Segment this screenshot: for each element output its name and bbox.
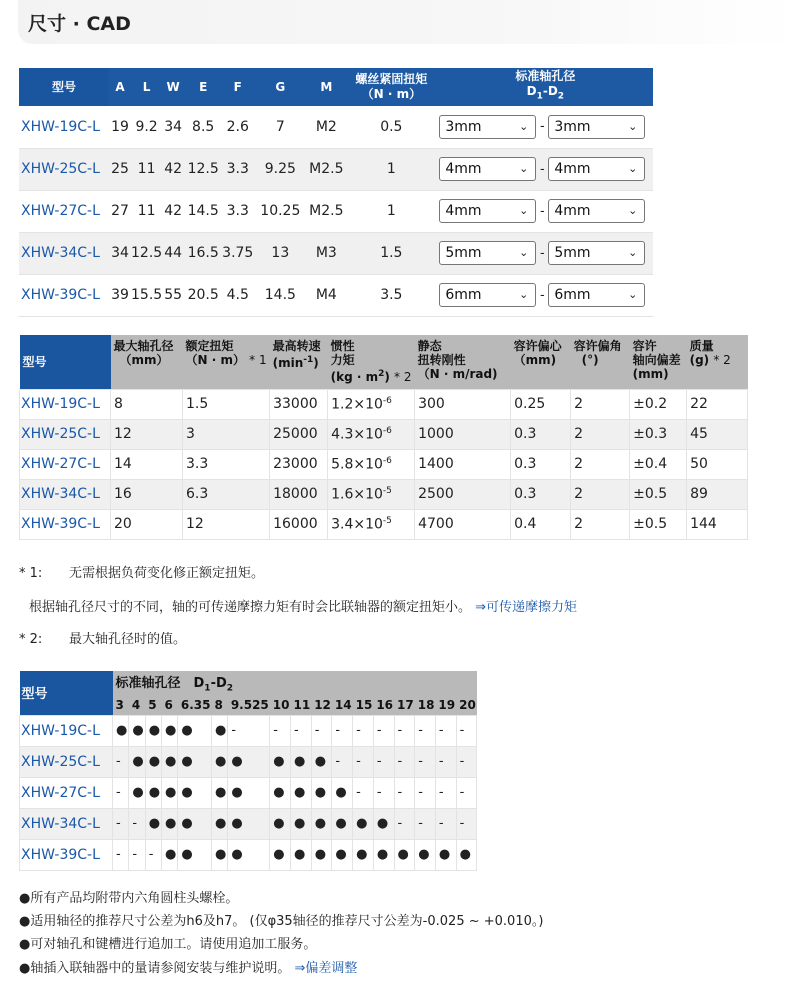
availability-cell: - <box>456 746 477 777</box>
table-row <box>20 746 477 777</box>
availability-cell: ● <box>311 746 332 777</box>
col-header-max-speed: 最高转速 $(\min^{-1})$ <box>270 335 328 389</box>
col-header-size: 5 <box>145 695 161 715</box>
table-row <box>20 715 477 746</box>
cell-a: 27 <box>109 190 131 232</box>
availability-cell: ● <box>394 839 415 870</box>
cell-e: 14.5 <box>184 190 222 232</box>
availability-cell: - <box>228 715 270 746</box>
cell-g: 13 <box>253 232 307 274</box>
table-row <box>20 509 748 539</box>
cell-rated-torque: 12 <box>183 509 270 539</box>
col-header-size: 16 <box>373 695 394 715</box>
model-cell: XHW-34C-L <box>20 479 111 509</box>
d1-select[interactable]: 3mm ⌄ <box>439 115 536 139</box>
col-header-size: 17 <box>394 695 415 715</box>
shaft-header-line2: $D_1-D_2$ <box>526 84 565 102</box>
cell-torque: 0.5 <box>345 106 437 148</box>
availability-cell: - <box>113 839 129 870</box>
availability-cell: ● <box>129 715 145 746</box>
availability-cell: ● <box>332 777 353 808</box>
chevron-down-icon: ⌄ <box>628 204 638 217</box>
model-cell: XHW-19C-L <box>20 715 113 746</box>
cell-g: 10.25 <box>253 190 307 232</box>
cell-mass: 50 <box>687 449 748 479</box>
cell-angular: 2 <box>571 449 630 479</box>
availability-cell: - <box>332 746 353 777</box>
availability-cell: ● <box>270 746 291 777</box>
footnote-1-mark: * 1: <box>19 566 43 581</box>
cell-max-speed: 33000 <box>270 389 328 419</box>
availability-cell: - <box>353 746 374 777</box>
cell-f: 4.5 <box>222 274 253 316</box>
d1-select[interactable]: 4mm ⌄ <box>439 157 536 181</box>
col-header-inertia: 惯性 力矩 $(kg \cdot m^2) * 2$ <box>328 335 415 389</box>
d2-select[interactable]: 3mm ⌄ <box>548 115 645 139</box>
availability-cell: ● <box>162 839 178 870</box>
col-header-model: 型号 <box>19 68 109 106</box>
availability-cell: - <box>456 808 477 839</box>
col-header-size: 6.35 <box>178 695 212 715</box>
footnote-1-text: 无需根据负荷变化修正额定扭矩。 <box>69 566 265 581</box>
availability-cell: - <box>394 808 415 839</box>
model-cell: XHW-39C-L <box>19 274 109 316</box>
cell-max-bore: 8 <box>111 389 183 419</box>
availability-cell: ● <box>162 777 178 808</box>
col-header-size: 20 <box>456 695 477 715</box>
availability-cell: ● <box>113 715 129 746</box>
cell-l: 9.2 <box>131 106 162 148</box>
d2-select[interactable]: 4mm ⌄ <box>548 199 645 223</box>
cell-a: 25 <box>109 148 131 190</box>
availability-cell: ● <box>270 839 291 870</box>
col-header-parallel-misalignment: 容许偏心 （mm) <box>511 335 571 389</box>
availability-cell: - <box>415 715 436 746</box>
d1-select[interactable]: 4mm ⌄ <box>439 199 536 223</box>
availability-cell: ● <box>211 808 227 839</box>
chevron-down-icon: ⌄ <box>519 162 529 175</box>
footnote-2-mark: * 2: <box>19 632 43 647</box>
availability-cell: - <box>394 746 415 777</box>
cell-parallel: 0.4 <box>511 509 571 539</box>
footnote-2 <box>19 628 186 647</box>
availability-cell: ● <box>311 777 332 808</box>
bore-separator: - <box>539 245 545 261</box>
cell-inertia: $3.4\times 10^{-5}$ <box>328 509 415 539</box>
footnote-ref-1: * 1 <box>249 353 267 367</box>
cell-f: 3.3 <box>222 190 253 232</box>
col-header-F: F <box>222 68 253 106</box>
availability-cell: ● <box>129 777 145 808</box>
availability-cell: ● <box>162 808 178 839</box>
cell-stiffness: 1000 <box>415 419 511 449</box>
model-cell: XHW-25C-L <box>20 746 113 777</box>
availability-cell: - <box>311 715 332 746</box>
cell-inertia: $1.6\times 10^{-5}$ <box>328 479 415 509</box>
cell-inertia: $5.8\times 10^{-6}$ <box>328 449 415 479</box>
table-row <box>20 777 477 808</box>
availability-cell: ● <box>145 777 161 808</box>
cell-parallel: 0.3 <box>511 479 571 509</box>
cell-max-bore: 20 <box>111 509 183 539</box>
cell-stiffness: 1400 <box>415 449 511 479</box>
cell-max-speed: 25000 <box>270 419 328 449</box>
availability-cell: ● <box>270 808 291 839</box>
col-header-axial-misalignment: 容许 轴向偏差 (mm) <box>630 335 687 389</box>
footnote-insertion: ●轴插入联轴器中的量请参阅安装与维护说明。 ⇒偏差调整 <box>19 961 358 976</box>
availability-cell: ● <box>178 746 212 777</box>
availability-cell: - <box>394 777 415 808</box>
cell-mass: 45 <box>687 419 748 449</box>
model-cell: XHW-34C-L <box>19 232 109 274</box>
availability-cell: ● <box>129 746 145 777</box>
footnote-2-text: 最大轴孔径时的值。 <box>69 632 187 647</box>
model-cell: XHW-39C-L <box>20 509 111 539</box>
availability-cell: - <box>291 715 312 746</box>
availability-cell: - <box>456 777 477 808</box>
availability-cell: ● <box>228 777 270 808</box>
table-row <box>19 274 653 316</box>
availability-cell: ● <box>211 746 227 777</box>
cell-e: 20.5 <box>184 274 222 316</box>
availability-cell: ● <box>211 777 227 808</box>
cell-max-speed: 18000 <box>270 479 328 509</box>
cell-torque: 1 <box>345 148 437 190</box>
cell-l: 12.5 <box>131 232 162 274</box>
cell-e: 16.5 <box>184 232 222 274</box>
availability-cell: - <box>456 715 477 746</box>
cell-a: 34 <box>109 232 131 274</box>
col-header-rated-torque: 额定扭矩 （N · m） * 1 <box>183 335 270 389</box>
col-header-torque <box>345 68 437 106</box>
model-cell: XHW-34C-L <box>20 808 113 839</box>
availability-cell: - <box>270 715 291 746</box>
col-header-A: A <box>109 68 131 106</box>
availability-cell: - <box>113 777 129 808</box>
availability-cell: - <box>394 715 415 746</box>
availability-cell: ● <box>373 839 394 870</box>
d1-select[interactable]: 6mm ⌄ <box>439 283 536 307</box>
table-row <box>19 148 653 190</box>
availability-cell: - <box>435 746 456 777</box>
availability-cell: ● <box>228 839 270 870</box>
footnote-ref-2: * 2 <box>394 370 412 384</box>
cell-angular: 2 <box>571 479 630 509</box>
cell-m: M2 <box>307 106 345 148</box>
col-header-size: 6 <box>162 695 178 715</box>
cell-max-bore: 14 <box>111 449 183 479</box>
transmittable-torque-link[interactable]: ⇒可传递摩擦力矩 <box>475 600 578 615</box>
cell-rated-torque: 3 <box>183 419 270 449</box>
shaft-header-line1: 标准轴孔径 <box>515 69 576 84</box>
availability-cell: ● <box>291 746 312 777</box>
table-row <box>20 449 748 479</box>
col-header-size: 4 <box>129 695 145 715</box>
availability-cell: - <box>435 808 456 839</box>
cell-a: 39 <box>109 274 131 316</box>
bore-separator: - <box>539 287 545 303</box>
chevron-down-icon: ⌄ <box>628 119 638 133</box>
shaft-bore-cell <box>437 148 653 190</box>
availability-cell: ● <box>178 777 212 808</box>
availability-cell: - <box>415 808 436 839</box>
page-title: 尺寸 · CAD <box>28 13 131 35</box>
availability-cell: ● <box>162 746 178 777</box>
cell-angular: 2 <box>571 419 630 449</box>
model-cell: XHW-27C-L <box>20 777 113 808</box>
bore-availability-table <box>19 671 477 871</box>
cell-angular: 2 <box>571 389 630 419</box>
model-cell: XHW-27C-L <box>20 449 111 479</box>
cell-g: 14.5 <box>253 274 307 316</box>
availability-cell: ● <box>178 808 212 839</box>
col-header-standard-bore: 标准轴孔径 $D_1-D_2$ <box>113 671 477 695</box>
chevron-down-icon: ⌄ <box>519 246 529 259</box>
availability-cell: - <box>435 777 456 808</box>
cell-parallel: 0.3 <box>511 449 571 479</box>
availability-cell: ● <box>145 808 161 839</box>
model-cell: XHW-27C-L <box>19 190 109 232</box>
cell-m: M2.5 <box>307 190 345 232</box>
cell-rated-torque: 3.3 <box>183 449 270 479</box>
footnote-tolerance: ●适用轴径的推荐尺寸公差为h6及h7。 (仅φ35轴径的推荐尺寸公差为-0.025 ~ +0.010。) <box>19 914 544 929</box>
footnote-machining: ●可对轴孔和键槽进行追加工。请使用追加工服务。 <box>19 937 317 952</box>
chevron-down-icon: ⌄ <box>628 246 638 259</box>
col-header-size: 12 <box>311 695 332 715</box>
col-header-L: L <box>131 68 162 106</box>
col-header-model: 型号 <box>20 335 111 389</box>
section-title-bar <box>18 0 800 44</box>
availability-cell: - <box>113 808 129 839</box>
misalignment-adjust-link[interactable]: ⇒偏差调整 <box>294 961 358 976</box>
table-row <box>20 419 748 449</box>
col-header-size: 10 <box>270 695 291 715</box>
chevron-down-icon: ⌄ <box>519 204 529 217</box>
cell-w: 42 <box>162 190 184 232</box>
cell-stiffness: 4700 <box>415 509 511 539</box>
cell-axial: ±0.5 <box>630 509 687 539</box>
col-header-size: 8 <box>211 695 227 715</box>
cell-angular: 2 <box>571 509 630 539</box>
model-cell: XHW-39C-L <box>20 839 113 870</box>
footnote-1 <box>19 562 264 581</box>
availability-cell: ● <box>415 839 436 870</box>
bore-separator: - <box>539 203 545 219</box>
cell-mass: 144 <box>687 509 748 539</box>
availability-cell: - <box>113 746 129 777</box>
shaft-bore-cell <box>437 190 653 232</box>
col-header-size: 9.525 <box>228 695 270 715</box>
availability-cell: - <box>373 777 394 808</box>
footnote-bolts: ●所有产品均附带内六角圆柱头螺栓。 <box>19 891 239 906</box>
d2-select[interactable]: 5mm ⌄ <box>548 241 645 265</box>
cell-axial: ±0.3 <box>630 419 687 449</box>
cell-w: 55 <box>162 274 184 316</box>
table-row <box>20 389 748 419</box>
cell-axial: ±0.2 <box>630 389 687 419</box>
col-header-size: 19 <box>435 695 456 715</box>
torque-header-line2: （N · m） <box>361 87 422 101</box>
availability-cell: ● <box>228 746 270 777</box>
availability-cell: - <box>145 839 161 870</box>
col-header-angular-misalignment: 容许偏角 (°) <box>571 335 630 389</box>
cell-max-bore: 16 <box>111 479 183 509</box>
cell-f: 3.75 <box>222 232 253 274</box>
col-header-size: 3 <box>113 695 129 715</box>
availability-cell: - <box>373 715 394 746</box>
cell-l: 15.5 <box>131 274 162 316</box>
availability-cell: - <box>332 715 353 746</box>
availability-cell: ● <box>145 715 161 746</box>
cell-rated-torque: 6.3 <box>183 479 270 509</box>
availability-cell: ● <box>353 839 374 870</box>
cell-max-speed: 16000 <box>270 509 328 539</box>
col-header-mass: 质量 (g) * 2 <box>687 335 748 389</box>
table-row <box>20 839 477 870</box>
availability-cell: - <box>353 777 374 808</box>
cell-m: M3 <box>307 232 345 274</box>
cell-g: 7 <box>253 106 307 148</box>
cell-f: 3.3 <box>222 148 253 190</box>
cell-inertia: $4.3\times 10^{-6}$ <box>328 419 415 449</box>
availability-cell: - <box>129 808 145 839</box>
cell-l: 11 <box>131 190 162 232</box>
availability-cell: ● <box>178 839 212 870</box>
table-row <box>19 106 653 148</box>
availability-cell: ● <box>311 808 332 839</box>
footnote-ref-2: * 2 <box>713 353 731 367</box>
table-row <box>19 232 653 274</box>
table-row <box>20 808 477 839</box>
torque-header-line1: 螺丝紧固扭矩 <box>355 72 428 86</box>
availability-cell: ● <box>178 715 212 746</box>
spec-table <box>19 335 748 540</box>
cell-m: M2.5 <box>307 148 345 190</box>
table-row <box>19 190 653 232</box>
availability-cell: ● <box>435 839 456 870</box>
availability-cell: ● <box>291 839 312 870</box>
cell-torque: 1 <box>345 190 437 232</box>
cell-inertia: $1.2\times 10^{-6}$ <box>328 389 415 419</box>
col-header-size: 11 <box>291 695 312 715</box>
bore-separator: - <box>539 161 545 177</box>
chevron-down-icon: ⌄ <box>628 288 638 301</box>
availability-cell: ● <box>291 808 312 839</box>
col-header-size: 18 <box>415 695 436 715</box>
model-cell: XHW-25C-L <box>20 419 111 449</box>
col-header-G: G <box>253 68 307 106</box>
cell-stiffness: 2500 <box>415 479 511 509</box>
cell-torque: 1.5 <box>345 232 437 274</box>
availability-cell: - <box>435 715 456 746</box>
col-header-stiffness: 静态 扭转刚性 （N · m/rad) <box>415 335 511 389</box>
chevron-down-icon: ⌄ <box>628 162 638 175</box>
availability-cell: ● <box>211 715 227 746</box>
cell-e: 12.5 <box>184 148 222 190</box>
chevron-down-icon: ⌄ <box>519 288 529 301</box>
shaft-bore-cell <box>437 106 653 148</box>
availability-cell: - <box>353 715 374 746</box>
availability-cell: - <box>415 746 436 777</box>
model-cell: XHW-19C-L <box>20 389 111 419</box>
cell-stiffness: 300 <box>415 389 511 419</box>
availability-cell: ● <box>211 839 227 870</box>
model-cell: XHW-19C-L <box>19 106 109 148</box>
table-row <box>20 479 748 509</box>
availability-cell: ● <box>373 808 394 839</box>
availability-cell: ● <box>291 777 312 808</box>
availability-cell: ● <box>311 839 332 870</box>
d2-select[interactable]: 4mm ⌄ <box>548 157 645 181</box>
cell-max-speed: 23000 <box>270 449 328 479</box>
col-header-max-bore: 最大轴孔径 （mm） <box>111 335 183 389</box>
dimension-table <box>19 68 653 317</box>
cell-f: 2.6 <box>222 106 253 148</box>
availability-cell: - <box>129 839 145 870</box>
cell-torque: 3.5 <box>345 274 437 316</box>
shaft-bore-cell <box>437 232 653 274</box>
cell-l: 11 <box>131 148 162 190</box>
availability-cell: - <box>415 777 436 808</box>
d1-select[interactable]: 5mm ⌄ <box>439 241 536 265</box>
cell-g: 9.25 <box>253 148 307 190</box>
col-header-W: W <box>162 68 184 106</box>
cell-parallel: 0.3 <box>511 419 571 449</box>
availability-cell: ● <box>145 746 161 777</box>
footnote-1-detail: 根据轴孔径尺寸的不同，轴的可传递摩擦力矩有时会比联轴器的额定扭矩小。 ⇒可传递摩擦力矩 <box>29 600 578 615</box>
cell-e: 8.5 <box>184 106 222 148</box>
availability-cell: ● <box>332 808 353 839</box>
cell-w: 42 <box>162 148 184 190</box>
availability-cell: ● <box>270 777 291 808</box>
model-cell: XHW-25C-L <box>19 148 109 190</box>
availability-cell: ● <box>456 839 477 870</box>
col-header-size: 15 <box>353 695 374 715</box>
availability-cell: - <box>373 746 394 777</box>
shaft-bore-cell <box>437 274 653 316</box>
cell-axial: ±0.5 <box>630 479 687 509</box>
col-header-E: E <box>184 68 222 106</box>
availability-cell: ● <box>162 715 178 746</box>
cell-w: 44 <box>162 232 184 274</box>
col-header-shaft-bore <box>437 68 653 106</box>
col-header-size: 14 <box>332 695 353 715</box>
cell-w: 34 <box>162 106 184 148</box>
availability-cell: ● <box>228 808 270 839</box>
cell-a: 19 <box>109 106 131 148</box>
availability-cell: ● <box>353 808 374 839</box>
availability-cell: ● <box>332 839 353 870</box>
cell-max-bore: 12 <box>111 419 183 449</box>
d2-select[interactable]: 6mm ⌄ <box>548 283 645 307</box>
chevron-down-icon: ⌄ <box>519 119 529 133</box>
bore-separator: - <box>539 119 545 135</box>
cell-parallel: 0.25 <box>511 389 571 419</box>
col-header-model: 型号 <box>20 671 113 715</box>
cell-rated-torque: 1.5 <box>183 389 270 419</box>
cell-m: M4 <box>307 274 345 316</box>
cell-axial: ±0.4 <box>630 449 687 479</box>
col-header-M: M <box>307 68 345 106</box>
cell-mass: 22 <box>687 389 748 419</box>
cell-mass: 89 <box>687 479 748 509</box>
